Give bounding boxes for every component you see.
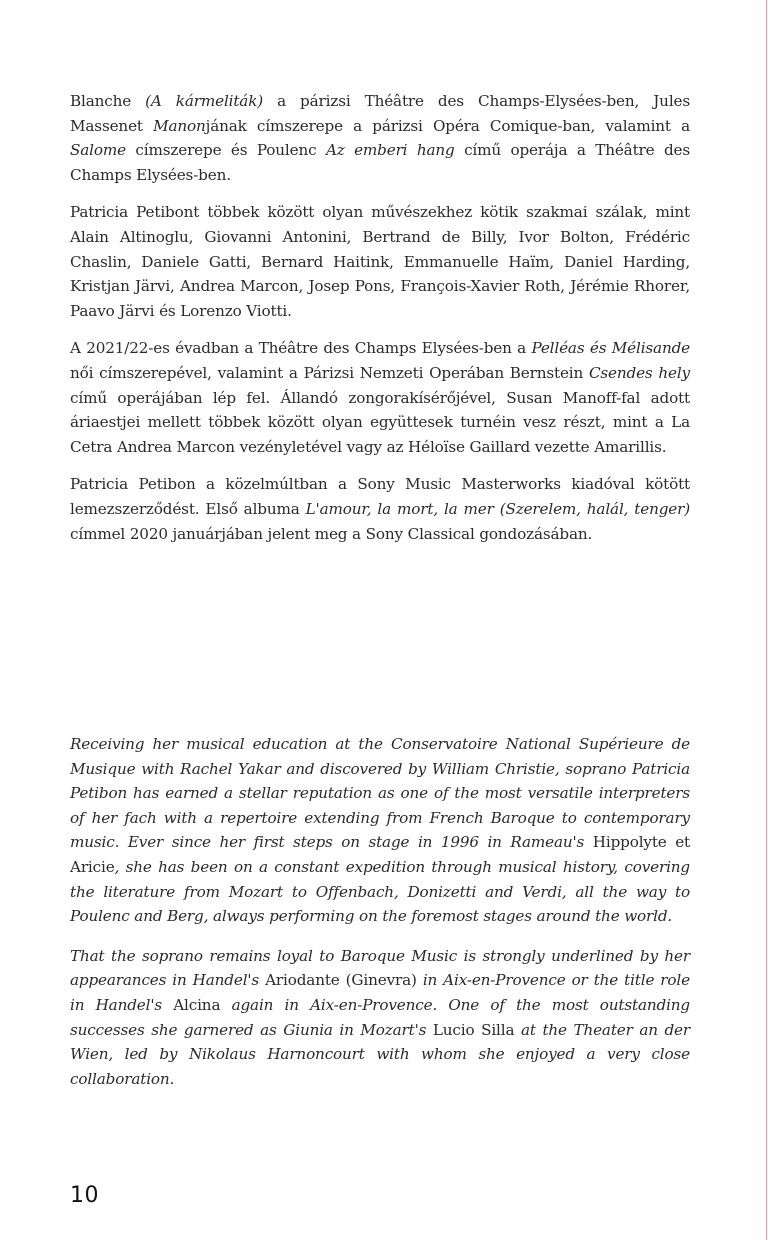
opera-title: Alcina: [173, 995, 221, 1014]
text-run: címszerepe és Poulenc: [125, 141, 326, 160]
opera-title: Az emberi hang: [325, 141, 455, 160]
text-run: , she has been on a constant expedition through musical history, covering the literature from Mozart to Offenbach, Donizetti and Verdi, all the way to Poulenc and Berg, always performing on the foremost stages around the world.: [70, 857, 690, 926]
opera-title: Manon: [153, 116, 206, 135]
hu-paragraph-4: [70, 472, 690, 546]
opera-title: Csendes hely: [588, 363, 690, 382]
text-run: címmel 2020 januárjában jelent meg a Sony Classical gondozásában.: [70, 524, 593, 543]
text-run: That the soprano remains loyal to Baroque Music is strongly underlined by her appearances in Handel's: [70, 946, 690, 990]
opera-title: Lucio Silla: [432, 1020, 515, 1039]
text-run: a párizsi Théâtre des Champs-Elysées-ben, Jules Massenet: [70, 92, 691, 135]
page-edge-line: [766, 0, 767, 1240]
text-run: Patricia Petibon a közelmúltban a Sony Music Masterworks kiadóval kötött lemezszerződést. Első albuma: [70, 475, 690, 518]
text-run: című operája a Théâtre des Champs Elysées-ben.: [70, 141, 690, 184]
text-run: at the Theater an der Wien, led by Nikolaus Harnoncourt with whom she enjoyed a very close collaboration.: [70, 1020, 690, 1088]
hu-paragraph-1: [70, 89, 690, 187]
text-run: jának címszerepe a párizsi Opéra Comique-ban, valamint a: [205, 116, 690, 135]
text-run: A 2021/22-es évadban a Théâtre des Champs Elysées-ben a: [70, 339, 532, 358]
page-number: 10: [70, 1183, 99, 1208]
opera-title: Ariodante (Ginevra): [265, 971, 417, 990]
text-run: again in Aix-en-Provence. One of the most outstanding successes she garnered as Giunia in Mozart's: [70, 995, 690, 1039]
album-title: L'amour, la mort, la mer (Szerelem, halál, tenger): [305, 499, 691, 518]
hu-paragraph-3: [70, 336, 690, 459]
opera-title: Hippolyte et Aricie: [70, 833, 690, 876]
opera-title: Salome: [70, 141, 126, 160]
opera-title: (A kármeliták): [145, 92, 264, 110]
hu-paragraph-2: Patricia Petibont többek között olyan művészekhez kötik szakmai szálak, mint Alain Altinoglu, Giovanni Antonini, Bertrand de Billy, Ivor Bolton, Frédéric Chaslin, Daniele Gatti, Bernard Haitink, Emmanuelle Haïm, Daniel Harding, Kristjan Järvi, Andrea Marcon, Josep Pons, François-Xavier Roth, Jérémie Rhorer, Paavo Järvi és Lorenzo Viotti.: [70, 203, 690, 320]
text-run: in Aix-en-Provence or the title role in Handel's: [70, 971, 690, 1014]
text-run: Receiving her musical education at the Conservatoire National Supérieure de Musique with Rachel Yakar and discovered by William Christie, soprano Patricia Petibon has earned a stellar reputation as one of the most versatile interpreters of her fach with a repertoire extending from French Baroque to contemporary music. Ever since her first steps on stage in 1996 in Rameau's: [70, 735, 690, 852]
en-paragraph-1: [70, 732, 690, 929]
english-biography: [70, 732, 690, 1106]
text-run: Blanche: [70, 92, 146, 110]
text-run: című operájában lép fel. Állandó zongorakísérőjével, Susan Manoff-fal adott áriaestjei mellett többek között olyan együttesek turnéin vesz részt, mint a La Cetra Andrea Marcon vezényletével vagy az Héloïse Gaillard vezette Amarillis.: [70, 388, 690, 456]
en-paragraph-2: [70, 944, 690, 1092]
text-run: női címszerepével, valamint a Párizsi Nemzeti Operában Bernstein: [70, 363, 589, 382]
opera-title: Pelléas és Mélisande: [531, 339, 690, 358]
hungarian-biography: [70, 89, 690, 559]
